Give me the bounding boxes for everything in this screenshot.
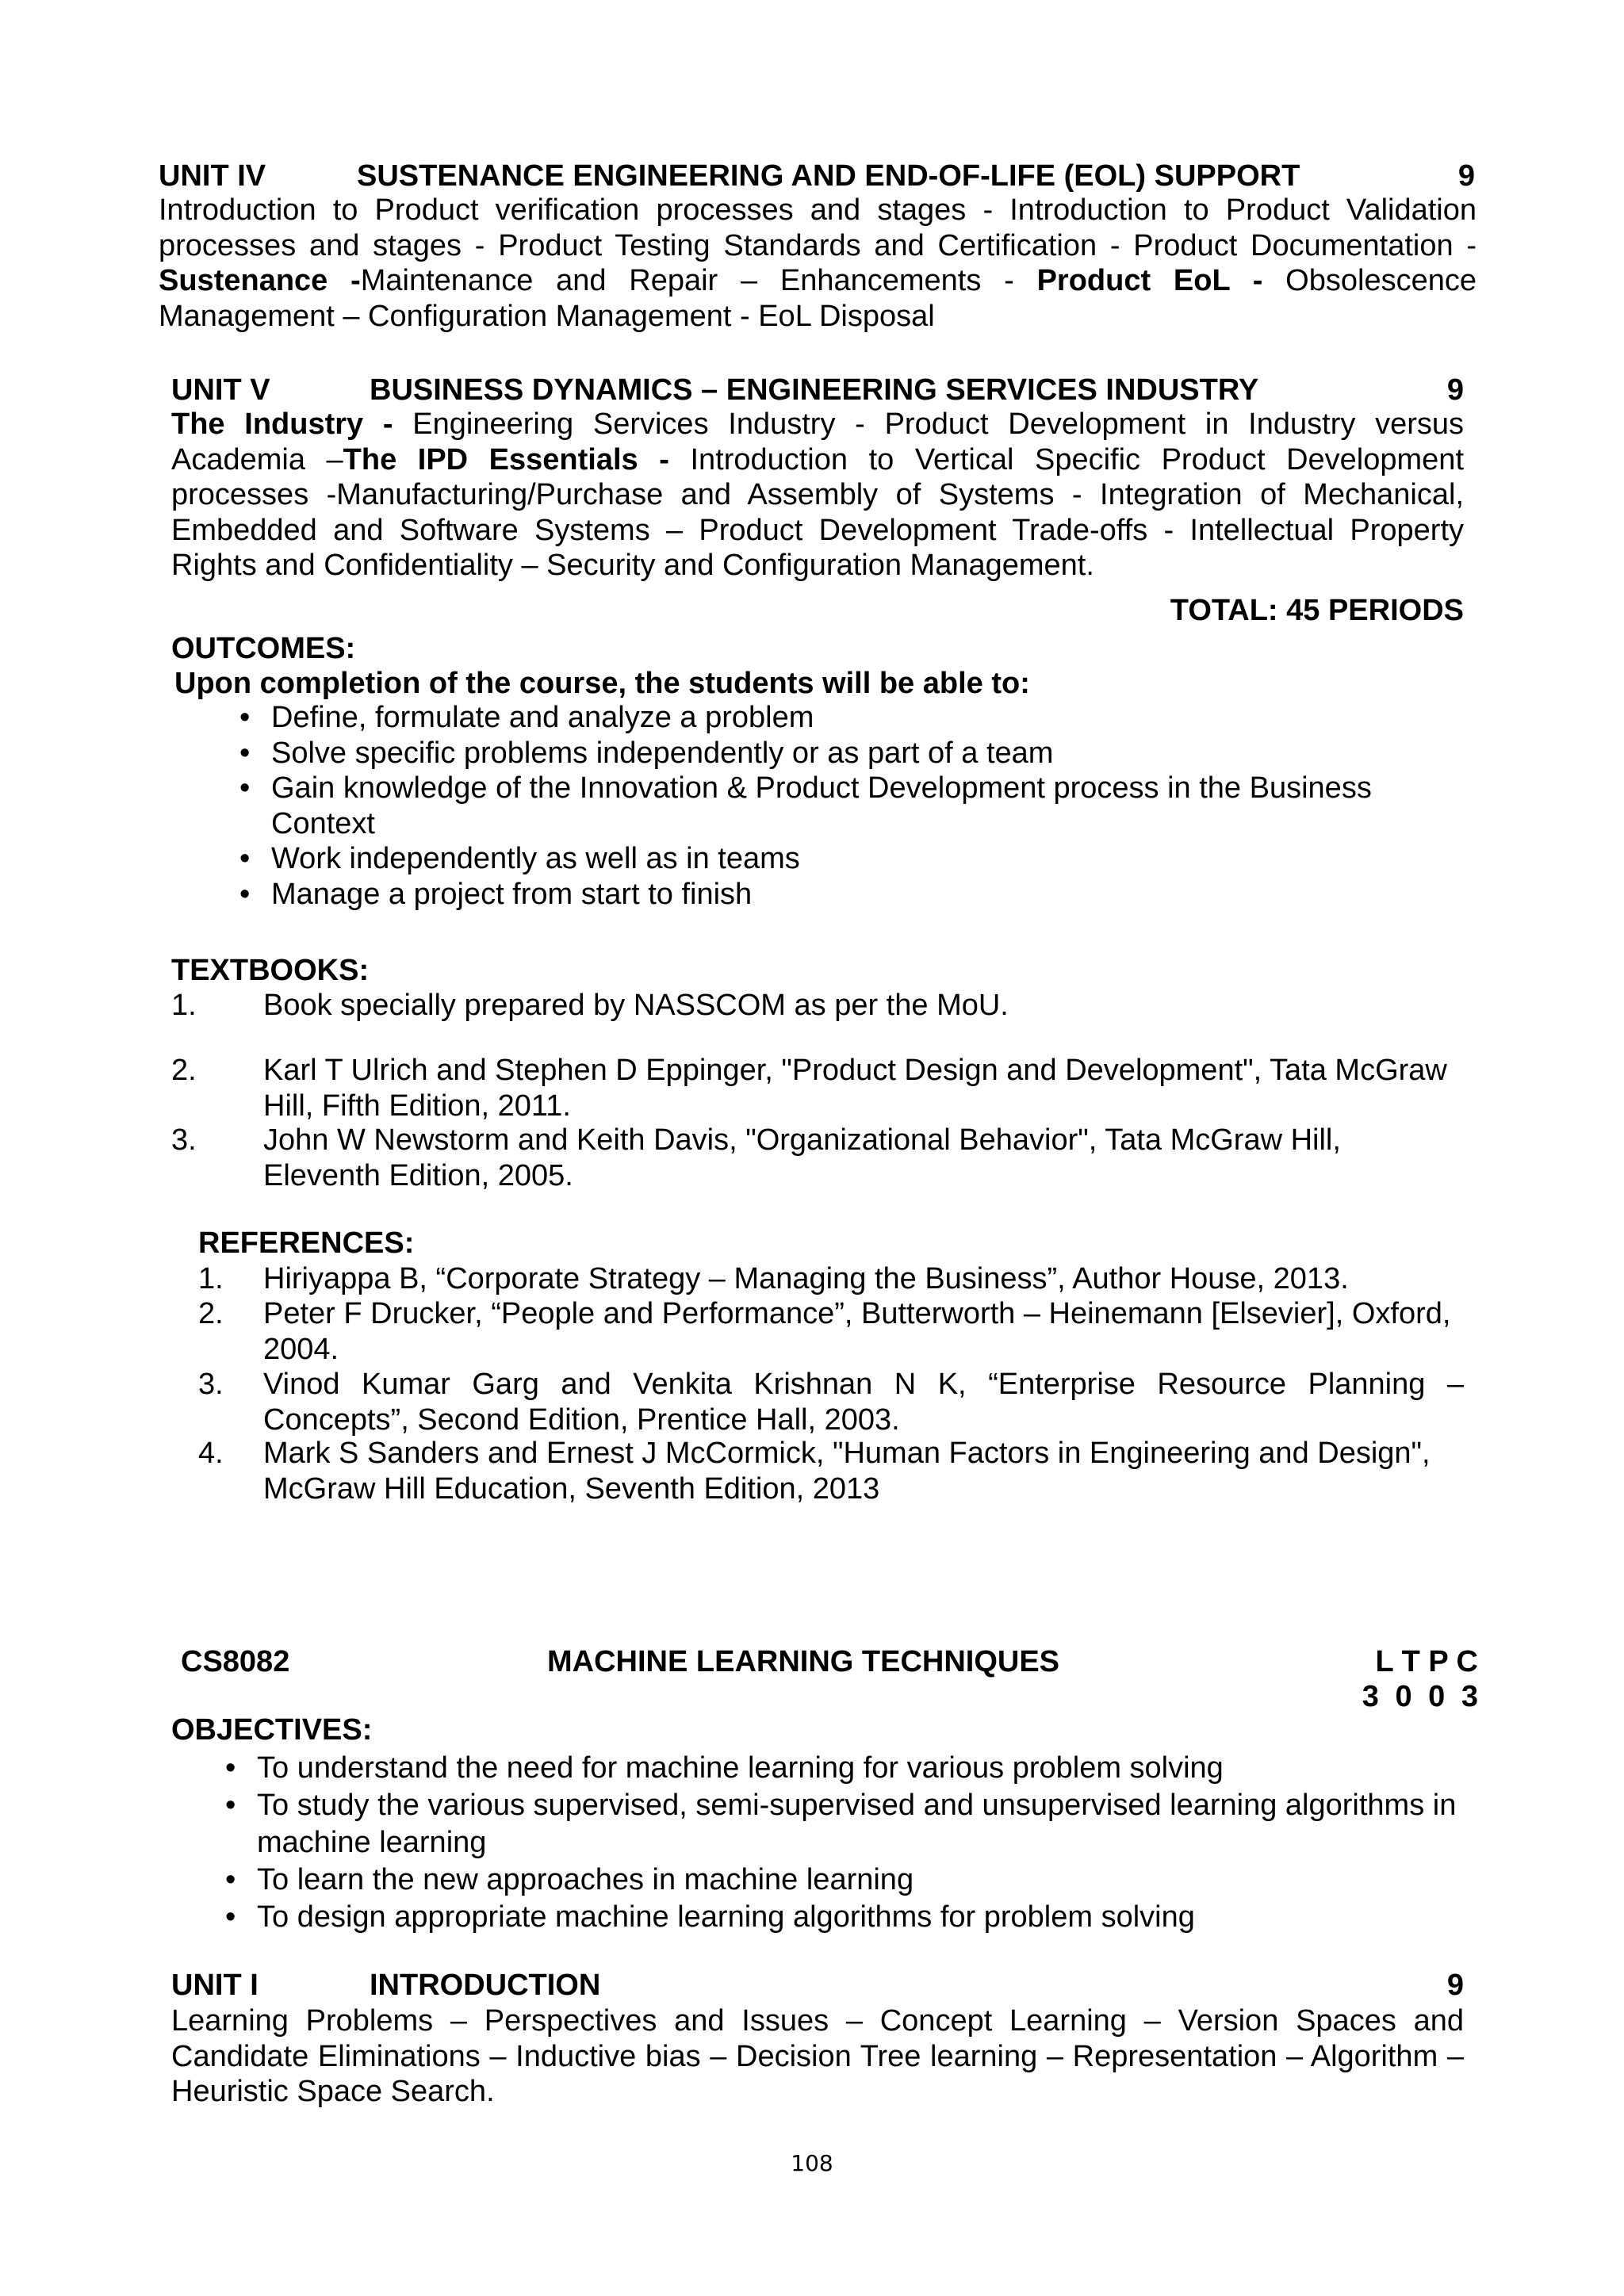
item-number: 4. (198, 1437, 224, 1470)
list-item: • To design appropriate machine learning algorithms for problem solving (225, 1899, 1478, 1936)
item-text: Karl T Ulrich and Stephen D Eppinger, "Product Design and Development", Tata McGraw Hill, Fifth Edition, 2011. (263, 1054, 1447, 1123)
item-text: Peter F Drucker, “People and Performance”, Butterworth – Heinemann [Elsevier], Oxford, 2004. (263, 1297, 1451, 1366)
list-item: • Gain knowledge of the Innovation & Product Development process in the Business Context (239, 771, 1397, 841)
unit5-title: BUSINESS DYNAMICS – ENGINEERING SERVICES INDUSTRY (370, 373, 1259, 407)
list-item: • Define, formulate and analyze a problem (239, 700, 1429, 736)
item-number: 3. (198, 1368, 224, 1401)
ltpc-values: 3 0 0 3 (1362, 1680, 1478, 1713)
outcomes-intro: Upon completion of the course, the students will be able to: (174, 667, 1030, 700)
course-code: CS8082 (181, 1645, 290, 1678)
total-periods: TOTAL: 45 PERIODS (1170, 594, 1464, 627)
item-number: 1. (198, 1262, 224, 1295)
item-text: Mark S Sanders and Ernest J McCormick, "Human Factors in Engineering and Design", McGraw Hill Education, Seventh Edition, 2013 (263, 1437, 1431, 1506)
item-text: John W Newstorm and Keith Davis, "Organizational Behavior", Tata McGraw Hill, Eleventh Edition, 2005. (263, 1123, 1341, 1192)
unit4-title: SUSTENANCE ENGINEERING AND END-OF-LIFE (EOL) SUPPORT (357, 159, 1300, 193)
list-item: • To study the various supervised, semi-supervised and unsupervised learning algorithms in machine learning (225, 1787, 1478, 1862)
ltpc-label: L T P C (1375, 1645, 1478, 1678)
references-heading: REFERENCES: (198, 1226, 415, 1260)
objectives-list (225, 1750, 1478, 1936)
unit4-hours: 9 (1457, 159, 1475, 193)
item-number: 2. (171, 1054, 197, 1087)
unit1-hours: 9 (1446, 1969, 1464, 2002)
item-number: 2. (198, 1297, 224, 1330)
unit4-label: UNIT IV (159, 159, 266, 193)
unit5-bold-ipd: The IPD Essentials - (343, 442, 669, 476)
item-number: 3. (171, 1123, 197, 1157)
item-text: Book specially prepared by NASSCOM as per the MoU. (263, 989, 1009, 1022)
list-item: • To learn the new approaches in machine learning (225, 1862, 1478, 1899)
textbooks-heading: TEXTBOOKS: (171, 954, 370, 987)
unit4-bold-product-eol: Product EoL - (1036, 264, 1263, 297)
page-number: 108 (791, 2150, 833, 2176)
unit4-text-2: Maintenance and Repair – Enhancements - (360, 264, 1037, 297)
unit4-text-3: Obsolescence Management – Configuration Management - EoL Disposal (159, 264, 1477, 333)
unit5-text-1: Engineering Services Industry - Product Development in Industry versus Academia – (171, 408, 1465, 476)
item-number: 1. (171, 989, 197, 1022)
unit1-title: INTRODUCTION (370, 1969, 601, 2002)
unit5-syllabus (171, 407, 1464, 584)
list-item: • Manage a project from start to finish (239, 877, 1429, 913)
unit5-label: UNIT V (171, 373, 270, 407)
unit4-bold-sustenance: Sustenance - (159, 264, 361, 297)
course-title: MACHINE LEARNING TECHNIQUES (547, 1645, 1060, 1678)
unit4-text-1: Introduction to Product verification processes and stages - Introduction to Product Validation processes and stages - Product Testing Standards and Certification - Product Documentation - (159, 193, 1477, 262)
list-item: • To understand the need for machine learning for various problem solving (225, 1750, 1478, 1787)
unit4-syllabus (159, 193, 1477, 334)
unit5-hours: 9 (1446, 373, 1464, 407)
unit5-bold-industry: The Industry - (171, 408, 393, 441)
list-item: • Solve specific problems independently or as part of a team (239, 736, 1429, 771)
outcomes-list (239, 700, 1429, 912)
unit5-text-2: Introduction to Vertical Specific Product Development processes -Manufacturing/Purchase and Assembly of Systems - Integration of Mechanical, Embedded and Software Systems – Product Development Trade-offs - Intellectual Property Rights and Confidentiality – Security and Configuration Management. (171, 442, 1464, 582)
item-text: Vinod Kumar Garg and Venkita Krishnan N K, “Enterprise Resource Planning – Concepts”, Second Edition, Prentice Hall, 2003. (263, 1368, 1464, 1437)
item-text: Hiriyappa B, “Corporate Strategy – Managing the Business”, Author House, 2013. (263, 1262, 1349, 1295)
list-item: • Work independently as well as in teams (239, 841, 1429, 877)
outcomes-heading: OUTCOMES: (171, 632, 356, 665)
objectives-heading: OBJECTIVES: (171, 1713, 373, 1747)
unit1-label: UNIT I (171, 1969, 259, 2002)
unit1-syllabus: Learning Problems – Perspectives and Issues – Concept Learning – Version Spaces and Candidate Eliminations – Inductive bias – Decision Tree learning – Representation – Algorithm – Heuristic Space Search. (171, 2004, 1464, 2108)
